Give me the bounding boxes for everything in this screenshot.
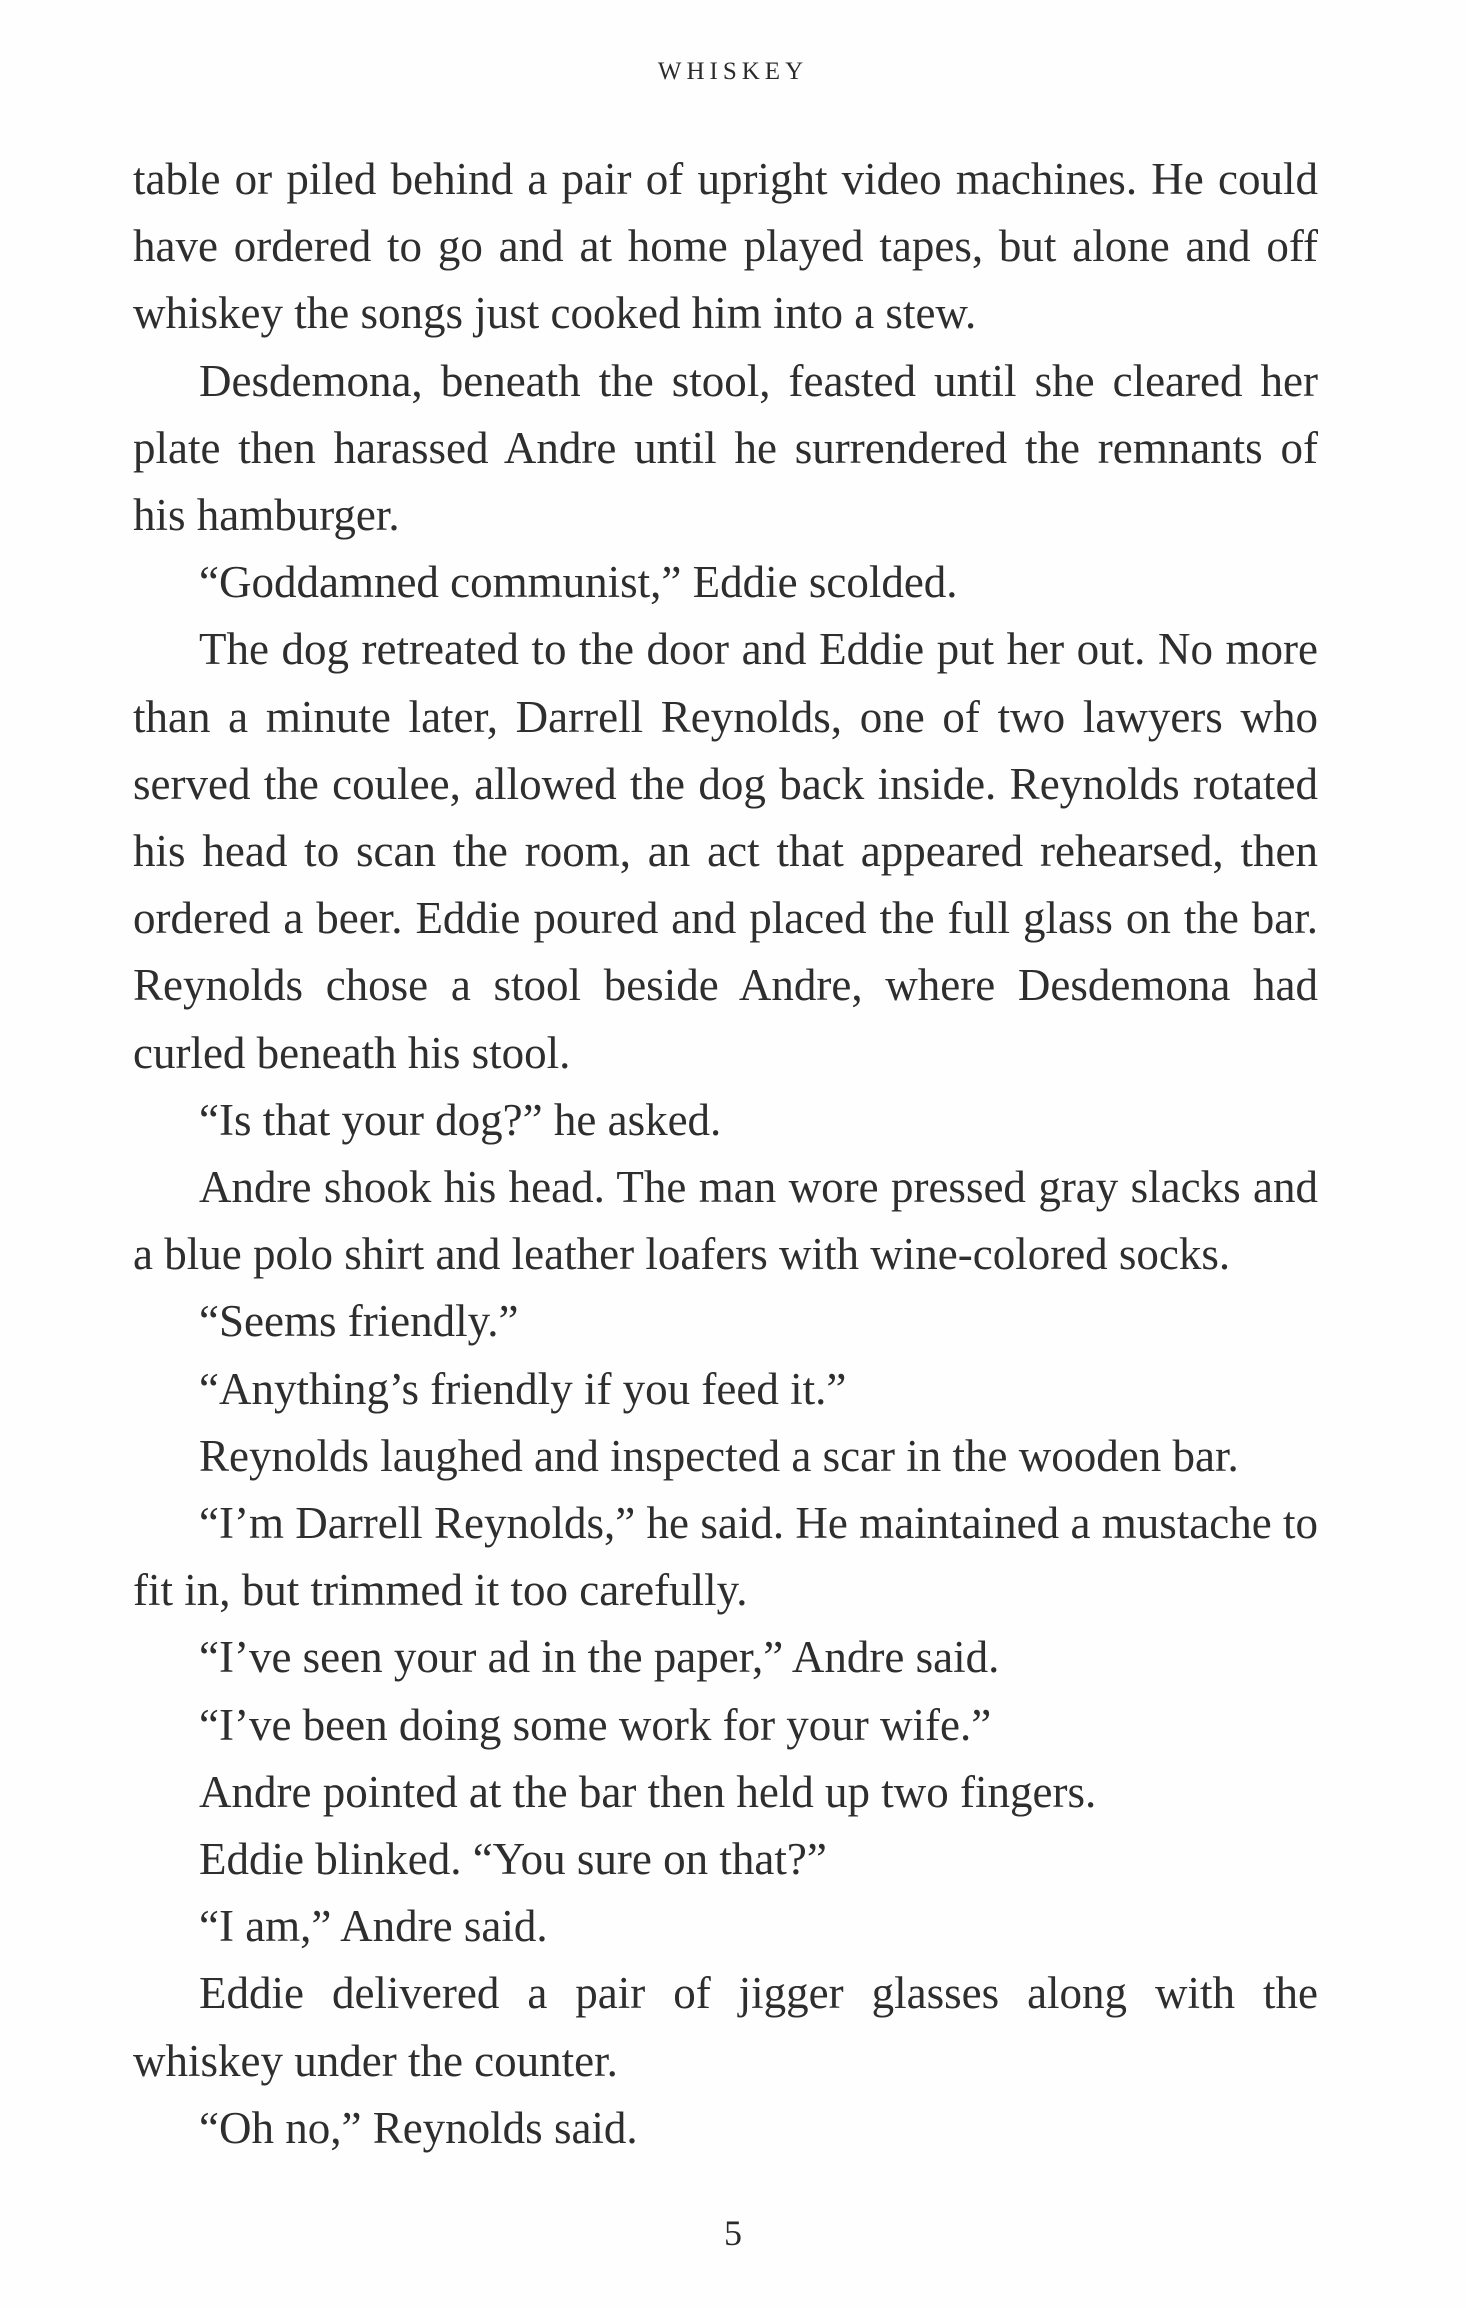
paragraph: Eddie delivered a pair of jigger glasses along with the whiskey under the counter.: [133, 1968, 1318, 2086]
paragraph: “I’ve been doing some work for your wife.”: [199, 1699, 992, 1750]
paragraph: table or piled behind a pair of upright video machines. He could have ordered to go and at home played tapes, but alone and off whiskey the songs just cooked him into a stew.: [133, 154, 1318, 339]
paragraph: Reynolds laughed and inspected a scar in the wooden bar.: [199, 1430, 1239, 1481]
paragraph: “Oh no,” Reynolds said.: [199, 2102, 638, 2153]
paragraph: “Is that your dog?” he asked.: [199, 1094, 722, 1145]
paragraph: “Anything’s friendly if you feed it.”: [199, 1363, 847, 1414]
paragraph: “Seems friendly.”: [199, 1296, 519, 1347]
paragraph: Desdemona, beneath the stool, feasted until she cleared her plate then harassed Andre until he surrendered the remnants of his hamburger.: [133, 355, 1318, 541]
paragraph: Andre shook his head. The man wore pressed gray slacks and a blue polo shirt and leather loafers with wine-colored socks.: [133, 1162, 1318, 1280]
running-head: WHISKEY: [657, 58, 809, 85]
paragraph: The dog retreated to the door and Eddie put her out. No more than a minute later, Darrell Reynolds, one of two lawyers who served the coulee, allowed the dog back inside. Reynolds rotated his head to scan the room, an act that appeared rehearsed, then ordered a beer. Eddie poured and placed the full glass on the bar. Reynolds chose a stool beside Andre, where Desdemona had curled beneath his stool.: [133, 624, 1318, 1078]
paragraph: “I’m Darrell Reynolds,” he said. He maintained a mustache to fit in, but trimmed it too carefully.: [133, 1498, 1318, 1616]
paragraph: “Goddamned communist,” Eddie scolded.: [199, 557, 958, 608]
paragraph: Andre pointed at the bar then held up two fingers.: [199, 1766, 1097, 1817]
paragraph: Eddie blinked. “You sure on that?”: [199, 1834, 827, 1885]
page-number: 5: [724, 2213, 742, 2253]
paragraph: “I’ve seen your ad in the paper,” Andre said.: [199, 1632, 1000, 1683]
paragraph: “I am,” Andre said.: [199, 1901, 548, 1952]
body-text: [133, 146, 1318, 2162]
